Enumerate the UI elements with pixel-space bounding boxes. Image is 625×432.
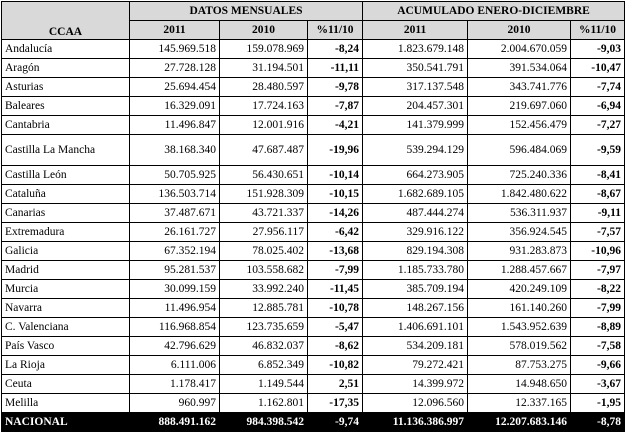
region-name: C. Valenciana: [2, 318, 130, 337]
monthly-2011-value: 25.694.454: [130, 78, 220, 97]
monthly-2011-value: 95.281.537: [130, 261, 220, 280]
cumulative-2010-value: 356.924.545: [468, 223, 571, 242]
region-name: Castilla León: [2, 166, 130, 185]
total-cumulative-pct-value: -8,78: [571, 413, 625, 432]
monthly-2011-value: 50.705.925: [130, 166, 220, 185]
monthly-pct-value: -7,99: [308, 261, 363, 280]
cumulative-pct-value: -8,22: [571, 280, 625, 299]
cumulative-2010-value: 578.019.562: [468, 337, 571, 356]
cumulative-pct-value: -8,67: [571, 185, 625, 204]
cumulative-2010-value: 2.004.670.059: [468, 40, 571, 59]
region-name: Canarias: [2, 204, 130, 223]
monthly-pct-value: -9,78: [308, 78, 363, 97]
cumulative-pct-header: %11/10: [571, 21, 625, 40]
cumulative-2011-value: 12.096.560: [363, 394, 468, 413]
monthly-2011-value: 11.496.847: [130, 116, 220, 135]
monthly-pct-value: -14,26: [308, 204, 363, 223]
cumulative-2010-value: 161.140.260: [468, 299, 571, 318]
monthly-2011-value: 145.969.518: [130, 40, 220, 59]
cumulative-pct-value: -10,96: [571, 242, 625, 261]
cumulative-2011-value: 1.406.691.101: [363, 318, 468, 337]
monthly-pct-value: -8,62: [308, 337, 363, 356]
cumulative-2011-value: 664.273.905: [363, 166, 468, 185]
cumulative-2011-value: 1.682.689.105: [363, 185, 468, 204]
cumulative-2010-value: 536.311.937: [468, 204, 571, 223]
table-row: [2, 40, 625, 59]
table-row: [2, 185, 625, 204]
monthly-2010-value: 151.928.309: [220, 185, 308, 204]
cumulative-pct-value: -9,66: [571, 356, 625, 375]
monthly-2010-value: 31.194.501: [220, 59, 308, 78]
monthly-2010-value: 159.078.969: [220, 40, 308, 59]
table-row: [2, 59, 625, 78]
table-row: [2, 318, 625, 337]
monthly-pct-value: -10,78: [308, 299, 363, 318]
monthly-2011-value: 26.161.727: [130, 223, 220, 242]
cumulative-2011-value: 350.541.791: [363, 59, 468, 78]
monthly-2011-value: 960.997: [130, 394, 220, 413]
monthly-pct-value: 2,51: [308, 375, 363, 394]
region-name: País Vasco: [2, 337, 130, 356]
cumulative-2011-value: 329.916.122: [363, 223, 468, 242]
cumulative-2010-value: 87.753.275: [468, 356, 571, 375]
monthly-2011-value: 136.503.714: [130, 185, 220, 204]
monthly-2010-value: 12.001.916: [220, 116, 308, 135]
total-cumulative-2011-value: 11.136.386.997: [363, 413, 468, 432]
monthly-2011-value: 30.099.159: [130, 280, 220, 299]
monthly-pct-value: -13,68: [308, 242, 363, 261]
table-row: [2, 299, 625, 318]
monthly-2011-value: 67.352.194: [130, 242, 220, 261]
monthly-pct-value: -6,42: [308, 223, 363, 242]
table-row: [2, 166, 625, 185]
cumulative-2010-value: 343.741.776: [468, 78, 571, 97]
cumulative-2010-value: 596.484.069: [468, 135, 571, 166]
cumulative-pct-value: -7,74: [571, 78, 625, 97]
monthly-pct-value: -5,47: [308, 318, 363, 337]
monthly-pct-value: -10,82: [308, 356, 363, 375]
monthly-2011-value: 6.111.006: [130, 356, 220, 375]
cumulative-pct-value: -9,03: [571, 40, 625, 59]
region-name: Navarra: [2, 299, 130, 318]
monthly-pct-value: -7,87: [308, 97, 363, 116]
monthly-2010-value: 43.721.337: [220, 204, 308, 223]
monthly-2010-value: 78.025.402: [220, 242, 308, 261]
region-name: Ceuta: [2, 375, 130, 394]
monthly-pct-value: -4,21: [308, 116, 363, 135]
cumulative-2011-value: 487.444.274: [363, 204, 468, 223]
region-name: Melilla: [2, 394, 130, 413]
table-row: [2, 280, 625, 299]
table-row: [2, 261, 625, 280]
cumulative-pct-value: -9,59: [571, 135, 625, 166]
monthly-2011-value: 38.168.340: [130, 135, 220, 166]
cumulative-2011-value: 539.294.129: [363, 135, 468, 166]
monthly-2011-value: 42.796.629: [130, 337, 220, 356]
cumulative-2010-value: 219.697.060: [468, 97, 571, 116]
cumulative-2010-value: 725.240.336: [468, 166, 571, 185]
monthly-2010-value: 6.852.349: [220, 356, 308, 375]
cumulative-2010-value: 152.456.479: [468, 116, 571, 135]
table-row: [2, 223, 625, 242]
cumulative-pct-value: -6,94: [571, 97, 625, 116]
total-monthly-pct-value: -9,74: [308, 413, 363, 432]
monthly-2010-value: 1.149.544: [220, 375, 308, 394]
region-name: Madrid: [2, 261, 130, 280]
region-name: Asturias: [2, 78, 130, 97]
data-table: [1, 1, 625, 432]
monthly-pct-value: -10,15: [308, 185, 363, 204]
cumulative-2010-value: 391.534.064: [468, 59, 571, 78]
region-name: Aragón: [2, 59, 130, 78]
cumulative-2011-value: 1.185.733.780: [363, 261, 468, 280]
region-name: La Rioja: [2, 356, 130, 375]
table-row: [2, 97, 625, 116]
region-name: Extremadura: [2, 223, 130, 242]
cumulative-2011-value: 141.379.999: [363, 116, 468, 135]
cumulative-pct-value: -8,41: [571, 166, 625, 185]
cumulative-2010-value: 420.249.109: [468, 280, 571, 299]
region-name: Cataluña: [2, 185, 130, 204]
region-name: Castilla La Mancha: [2, 135, 130, 166]
region-name: Galicia: [2, 242, 130, 261]
cumulative-2010-value: 1.842.480.622: [468, 185, 571, 204]
total-monthly-2011-value: 888.491.162: [130, 413, 220, 432]
table-body: [2, 40, 625, 432]
monthly-2010-value: 47.687.487: [220, 135, 308, 166]
cumulative-2011-value: 14.399.972: [363, 375, 468, 394]
cumulative-2010-value: 931.283.873: [468, 242, 571, 261]
monthly-2010-value: 28.480.597: [220, 78, 308, 97]
cumulative-pct-value: -7,99: [571, 299, 625, 318]
monthly-2011-value: 37.487.671: [130, 204, 220, 223]
cumulative-pct-value: -1,95: [571, 394, 625, 413]
cumulative-2011-value: 385.709.194: [363, 280, 468, 299]
region-name: Murcia: [2, 280, 130, 299]
cumulative-pct-value: -9,11: [571, 204, 625, 223]
monthly-2011-header: 2011: [130, 21, 220, 40]
monthly-2011-value: 11.496.954: [130, 299, 220, 318]
monthly-pct-value: -11,45: [308, 280, 363, 299]
monthly-2010-value: 103.558.682: [220, 261, 308, 280]
cumulative-pct-value: -3,67: [571, 375, 625, 394]
cumulative-2011-value: 79.272.421: [363, 356, 468, 375]
monthly-pct-value: -19,96: [308, 135, 363, 166]
monthly-group-header: DATOS MENSUALES: [130, 2, 363, 21]
total-cumulative-2010-value: 12.207.683.146: [468, 413, 571, 432]
cumulative-2010-header: 2010: [468, 21, 571, 40]
monthly-2010-value: 46.832.037: [220, 337, 308, 356]
monthly-2010-value: 1.162.801: [220, 394, 308, 413]
monthly-2010-value: 27.956.117: [220, 223, 308, 242]
monthly-2010-header: 2010: [220, 21, 308, 40]
cumulative-2010-value: 1.288.457.667: [468, 261, 571, 280]
cumulative-2011-value: 829.194.308: [363, 242, 468, 261]
cumulative-pct-value: -10,47: [571, 59, 625, 78]
table-row: [2, 135, 625, 166]
cumulative-2011-value: 148.267.156: [363, 299, 468, 318]
cumulative-2011-header: 2011: [363, 21, 468, 40]
table-row: [2, 356, 625, 375]
region-name: Andalucía: [2, 40, 130, 59]
cumulative-2011-value: 534.209.181: [363, 337, 468, 356]
monthly-pct-value: -10,14: [308, 166, 363, 185]
region-name: Baleares: [2, 97, 130, 116]
cumulative-2011-value: 1.823.679.148: [363, 40, 468, 59]
table-row: [2, 116, 625, 135]
total-monthly-2010-value: 984.398.542: [220, 413, 308, 432]
table-row: [2, 204, 625, 223]
monthly-2011-value: 16.329.091: [130, 97, 220, 116]
region-column-header: CCAA: [2, 2, 130, 40]
cumulative-pct-value: -7,27: [571, 116, 625, 135]
monthly-2010-value: 56.430.651: [220, 166, 308, 185]
table-row: [2, 375, 625, 394]
total-row: [2, 413, 625, 432]
table-row: [2, 337, 625, 356]
cumulative-pct-value: -8,89: [571, 318, 625, 337]
cumulative-pct-value: -7,57: [571, 223, 625, 242]
cumulative-2010-value: 14.948.650: [468, 375, 571, 394]
table-row: [2, 78, 625, 97]
monthly-2010-value: 33.992.240: [220, 280, 308, 299]
total-region-name: NACIONAL: [2, 413, 130, 432]
cumulative-group-header: ACUMULADO ENERO-DICIEMBRE: [363, 2, 625, 21]
monthly-pct-header: %11/10: [308, 21, 363, 40]
cumulative-2010-value: 1.543.952.639: [468, 318, 571, 337]
monthly-pct-value: -8,24: [308, 40, 363, 59]
monthly-2011-value: 116.968.854: [130, 318, 220, 337]
monthly-2010-value: 17.724.163: [220, 97, 308, 116]
monthly-2010-value: 123.735.659: [220, 318, 308, 337]
table-row: [2, 394, 625, 413]
region-name: Cantabria: [2, 116, 130, 135]
cumulative-2010-value: 12.337.165: [468, 394, 571, 413]
cumulative-pct-value: -7,58: [571, 337, 625, 356]
monthly-pct-value: -17,35: [308, 394, 363, 413]
monthly-2010-value: 12.885.781: [220, 299, 308, 318]
monthly-pct-value: -11,11: [308, 59, 363, 78]
table-row: [2, 242, 625, 261]
monthly-2011-value: 27.728.128: [130, 59, 220, 78]
monthly-2011-value: 1.178.417: [130, 375, 220, 394]
cumulative-2011-value: 204.457.301: [363, 97, 468, 116]
cumulative-pct-value: -7,97: [571, 261, 625, 280]
cumulative-2011-value: 317.137.548: [363, 78, 468, 97]
